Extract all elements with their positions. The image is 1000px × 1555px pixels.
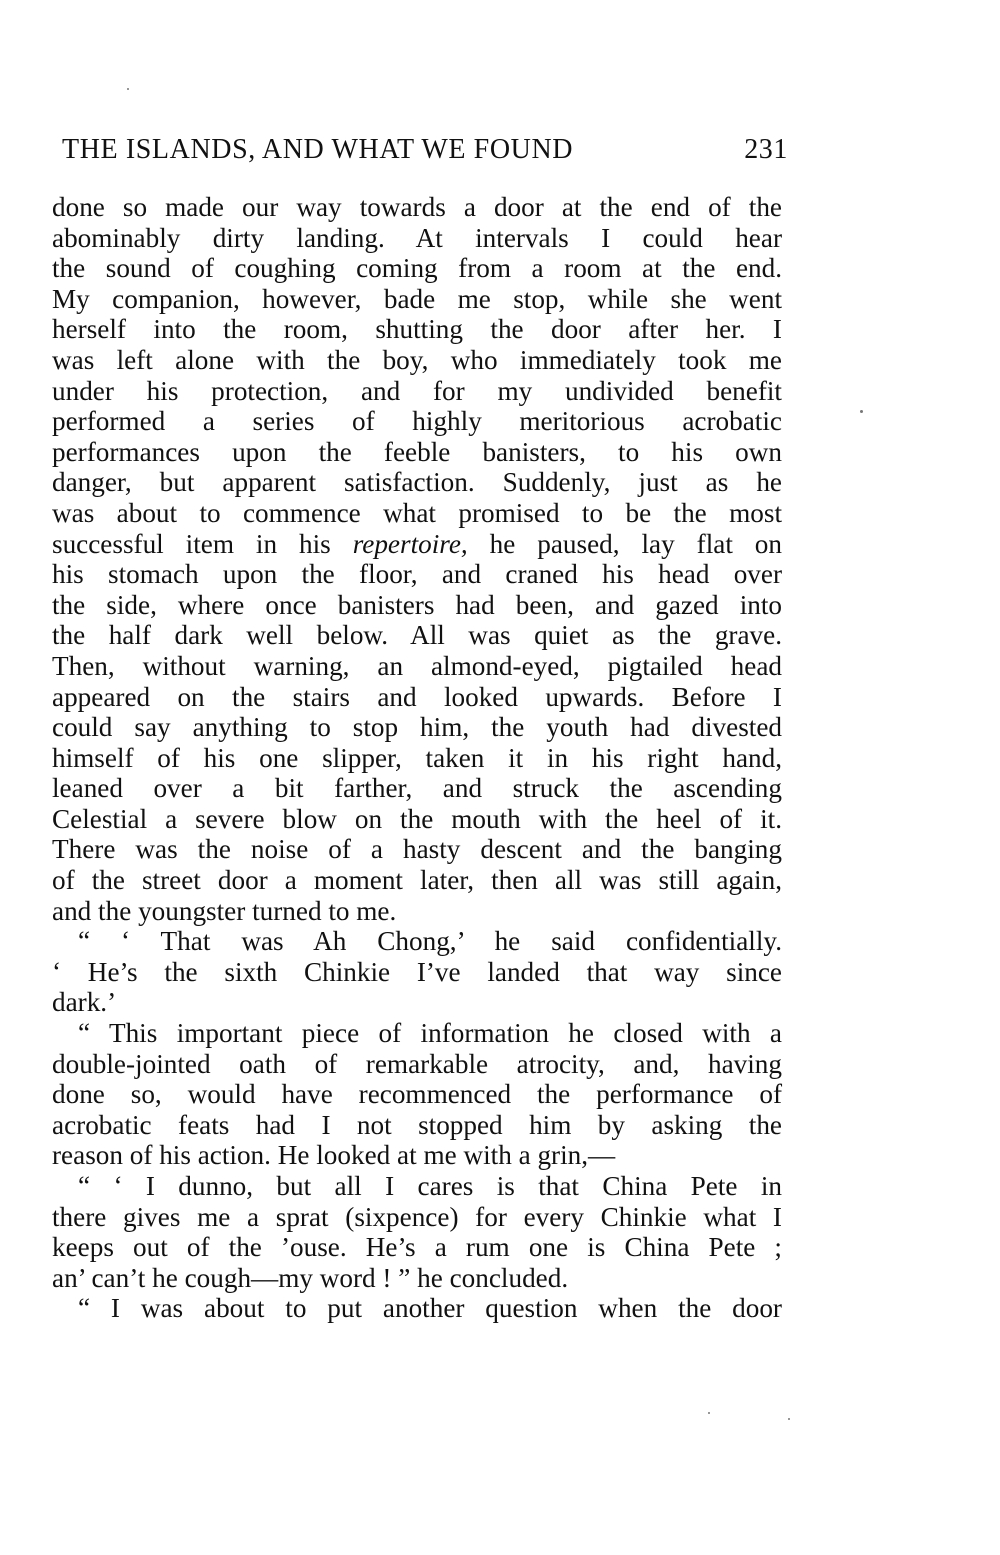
text-line: There was the noise of a hasty descent and the banging: [52, 834, 782, 865]
text-line: could say anything to stop him, the youth had divested: [52, 712, 782, 743]
text-line: there gives me a sprat (sixpence) for every Chinkie what I: [52, 1201, 782, 1232]
text-line: the half dark well below. All was quiet as the grave.: [52, 620, 782, 651]
text-line: herself into the room, shutting the door after her. I: [52, 314, 782, 345]
scan-speck: [788, 1418, 790, 1420]
text-line: double-jointed oath of remarkable atrocity, and, having: [52, 1048, 782, 1079]
text-line: danger, but apparent satisfaction. Suddenly, just as he: [52, 467, 782, 498]
text-line: performances upon the feeble banisters, to his own: [52, 436, 782, 467]
text-line: of the street door a moment later, then all was still again,: [52, 865, 782, 896]
text-line: “ This important piece of information he closed with a: [78, 1018, 782, 1049]
chapter-title: THE ISLANDS, AND WHAT WE FOUND: [62, 134, 574, 165]
text-line: an’ can’t he cough—my word ! ” he concluded.: [52, 1262, 569, 1293]
text-line: ‘ He’s the sixth Chinkie I’ve landed that way since: [52, 956, 782, 987]
text-line: the side, where once banisters had been, and gazed into: [52, 589, 782, 620]
text-line: performed a series of highly meritorious acrobatic: [52, 406, 782, 437]
text-line: done so made our way towards a door at the end of the: [52, 192, 782, 222]
text-line: Then, without warning, an almond-eyed, pigtailed head: [52, 650, 782, 681]
text-line: was left alone with the boy, who immediately took me: [52, 344, 782, 375]
text-line: appeared on the stairs and looked upwards. Before I: [52, 681, 782, 712]
text-segment: successful item in his: [52, 528, 353, 559]
italic-term: repertoire,: [352, 528, 468, 559]
text-line: “ ‘ I dunno, but all I cares is that China Pete in: [78, 1171, 782, 1201]
text-segment: he paused, lay flat on: [467, 528, 782, 559]
text-line: and the youngster turned to me.: [52, 895, 397, 926]
text-line: Celestial a severe blow on the mouth with the heel of it.: [52, 803, 782, 834]
text-line: was about to commence what promised to be the most: [52, 497, 782, 528]
text-line: [52, 529, 782, 560]
scan-speck: [127, 88, 129, 90]
running-head: [62, 132, 788, 168]
text-line: the sound of coughing coming from a room at the end.: [52, 253, 782, 284]
text-line: himself of his one slipper, taken it in his right hand,: [52, 742, 782, 773]
text-line: “ I was about to put another question when the door: [78, 1293, 782, 1324]
page-number: 231: [744, 134, 788, 165]
text-line: My companion, however, bade me stop, while she went: [52, 283, 782, 314]
text-line: acrobatic feats had I not stopped him by asking the: [52, 1109, 782, 1140]
text-line: done so, would have recommenced the performance of: [52, 1079, 782, 1110]
text-line: “ ‘ That was Ah Chong,’ he said confidentially.: [78, 926, 782, 957]
text-line: leaned over a bit farther, and struck the ascending: [52, 773, 782, 804]
scan-speck: [860, 410, 863, 413]
text-line: under his protection, and for my undivided benefit: [52, 375, 782, 406]
body-text: [52, 192, 782, 1324]
text-line: dark.’: [52, 987, 117, 1018]
text-line: abominably dirty landing. At intervals I could hear: [52, 222, 782, 253]
text-line: reason of his action. He looked at me with a grin,—: [52, 1140, 616, 1171]
text-line: his stomach upon the floor, and craned his head over: [52, 559, 782, 590]
scan-speck: [708, 1412, 710, 1414]
text-line: keeps out of the ’ouse. He’s a rum one is China Pete ;: [52, 1232, 782, 1263]
